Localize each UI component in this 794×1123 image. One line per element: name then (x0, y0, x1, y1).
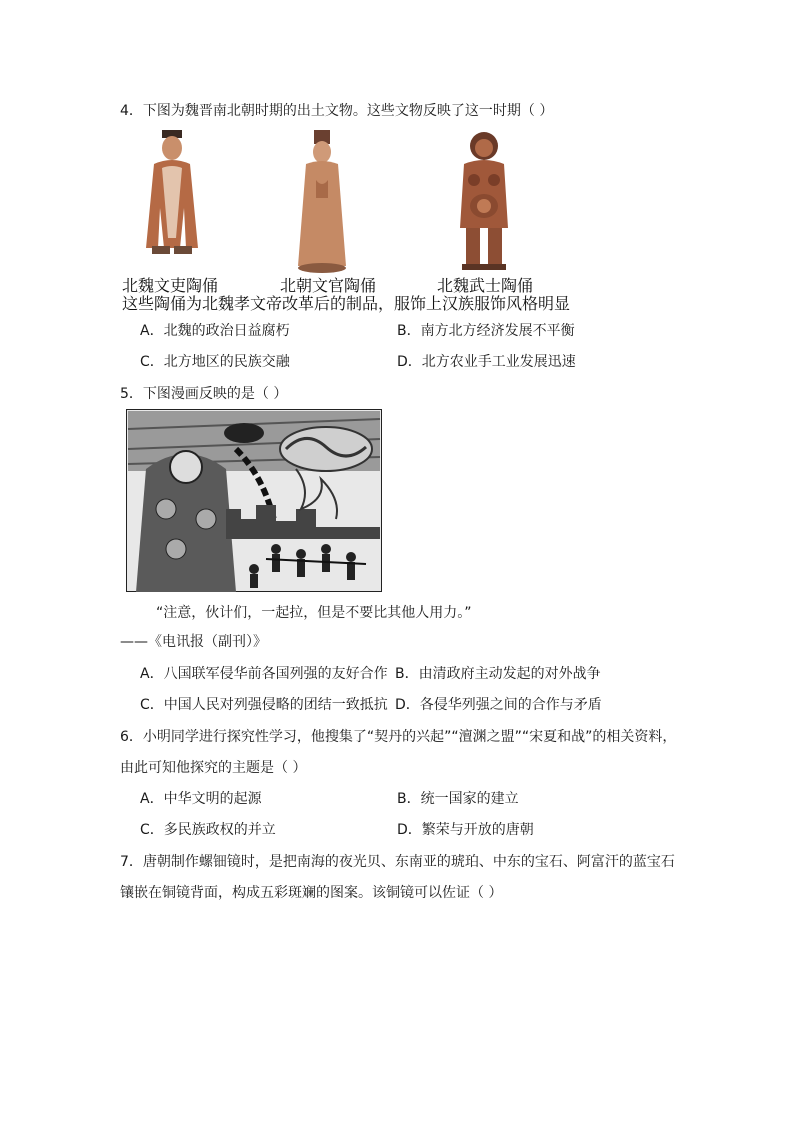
q5-stem: 5．下图漫画反映的是（ ） (120, 386, 288, 402)
q5-quote: “注意，伙计们，一起拉，但是不要比其他人用力。” (156, 605, 472, 621)
q6-stem-line1: 6．小明同学进行探究性学习，他搜集了“契丹的兴起”“澶渊之盟”“宋夏和战”的相关资料， (120, 729, 677, 745)
q4-option-c[interactable]: C．北方地区的民族交融 (140, 354, 290, 370)
q4-stem: 4．下图为魏晋南北朝时期的出土文物。这些文物反映了这一时期（ ） (120, 103, 554, 119)
q5-source: ——《电讯报（副刊）》 (120, 634, 267, 650)
q5-option-c[interactable]: C．中国人民对列强侵略的团结一致抵抗 (140, 697, 388, 713)
q4-caption-3: 北魏武士陶俑 (437, 276, 534, 295)
q6-option-d[interactable]: D．繁荣与开放的唐朝 (397, 822, 534, 838)
figurine-civil-clerk (146, 130, 198, 254)
q6-option-c[interactable]: C．多民族政权的并立 (140, 822, 276, 838)
q5-cartoon-image (126, 409, 382, 592)
q5-option-a[interactable]: A．八国联军侵华前各国列强的友好合作 (140, 666, 388, 682)
q5-option-d[interactable]: D．各侵华列强之间的合作与矛盾 (395, 697, 602, 713)
q7-stem-line2: 镶嵌在铜镜背面，构成五彩斑斓的图案。该铜镜可以佐证（ ） (120, 885, 503, 901)
q6-option-a[interactable]: A．中华文明的起源 (140, 791, 262, 807)
q6-stem-line2: 由此可知他探究的主题是（ ） (120, 760, 307, 776)
q7-stem-line1: 7．唐朝制作螺钿镜时，是把南海的夜光贝、东南亚的琥珀、中东的宝石、阿富汗的蓝宝石 (120, 854, 675, 870)
q4-option-a[interactable]: A．北魏的政治日益腐朽 (140, 323, 290, 339)
q4-option-d[interactable]: D．北方农业手工业发展迅速 (397, 354, 576, 370)
q4-option-b[interactable]: B．南方北方经济发展不平衡 (397, 323, 575, 339)
q6-option-b[interactable]: B．统一国家的建立 (397, 791, 519, 807)
q4-note: 这些陶俑为北魏孝文帝改革后的制品，服饰上汉族服饰风格明显 (122, 294, 571, 313)
q4-figurines-image (140, 128, 540, 278)
q5-option-b[interactable]: B．由清政府主动发起的对外战争 (395, 666, 601, 682)
figurine-civil-official (298, 130, 346, 273)
figurine-warrior (460, 132, 508, 270)
q4-caption-2: 北朝文官陶俑 (280, 276, 377, 295)
q4-caption-1: 北魏文吏陶俑 (122, 276, 219, 295)
